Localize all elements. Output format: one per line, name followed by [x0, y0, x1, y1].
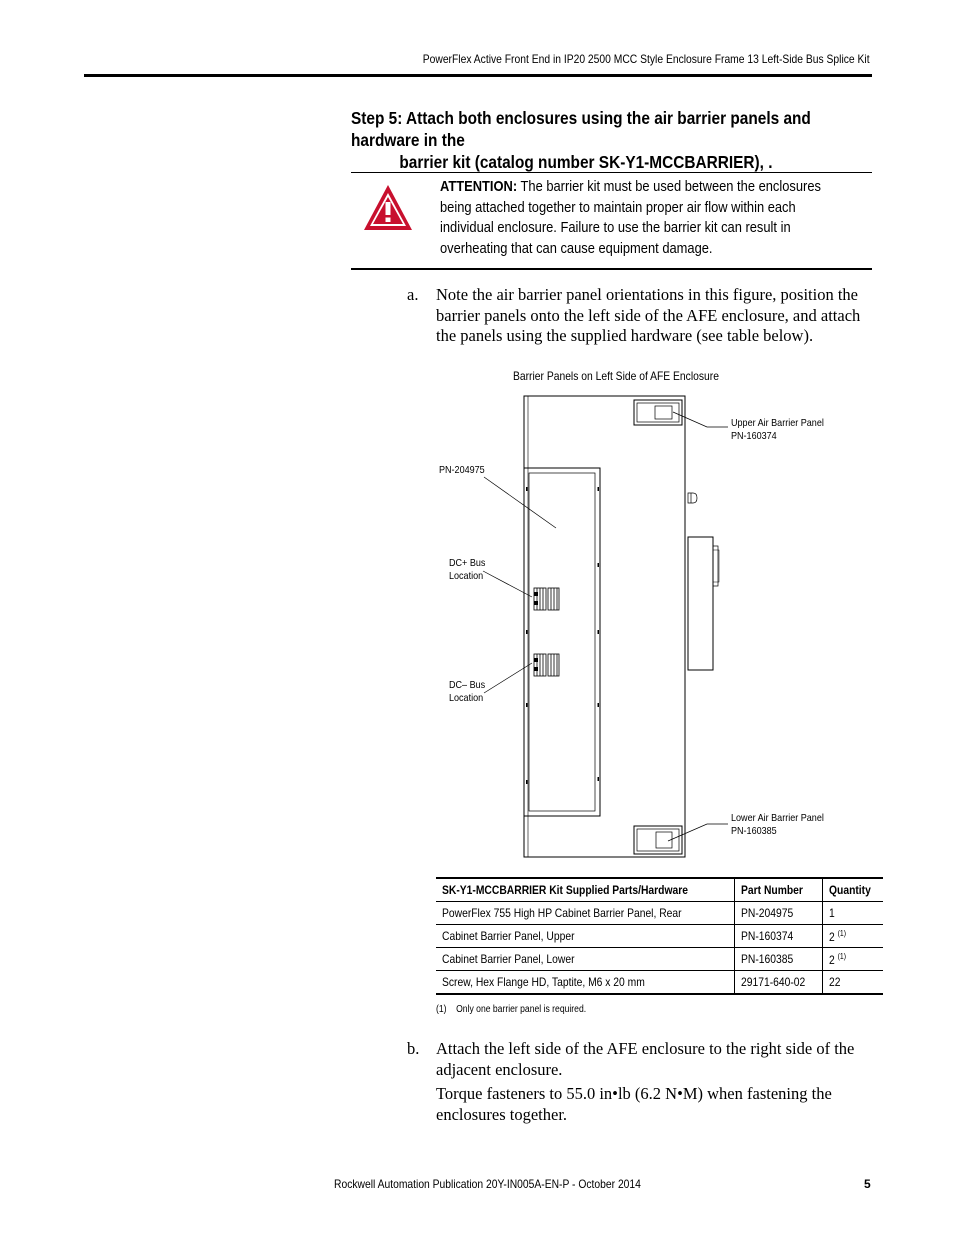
attention-label: ATTENTION: — [440, 178, 518, 195]
table-cell-part: Cabinet Barrier Panel, Lower — [436, 948, 735, 971]
footnote-marker: (1) — [436, 1004, 447, 1015]
callout-dc-minus — [449, 679, 485, 704]
step-heading-line-2: barrier kit (catalog number SK-Y1-MCCBARRIER), . — [399, 152, 773, 172]
table-cell-pn: 29171-640-02 — [735, 971, 823, 995]
callout-rear-panel-pn: PN-204975 — [439, 464, 485, 476]
table-row — [436, 925, 883, 948]
footer-publication: Rockwell Automation Publication 20Y-IN005A-EN-P - October 2014 — [334, 1177, 641, 1191]
table-footnote — [436, 1004, 586, 1015]
callout-lower-panel-pn: PN-160385 — [731, 824, 777, 837]
footnote-ref: (1) — [837, 951, 846, 961]
running-header: PowerFlex Active Front End in IP20 2500 MCC Style Enclosure Frame 13 Left-Side Bus Splice Kit — [423, 52, 870, 66]
parts-table — [436, 877, 883, 995]
enclosure-door-hardware — [688, 493, 719, 670]
table-header-quantity: Quantity — [822, 878, 883, 902]
callout-lower-panel — [731, 812, 824, 837]
footnote-ref: (1) — [837, 928, 846, 938]
step-heading-line-1: Step 5: Attach both enclosures using the air barrier panels and hardware in the — [351, 108, 811, 150]
item-a-letter: a. — [407, 285, 419, 304]
table-cell-part: PowerFlex 755 High HP Cabinet Barrier Panel, Rear — [436, 902, 735, 925]
callout-dc-plus-line-1: DC+ Bus — [449, 557, 486, 569]
lower-air-barrier-panel — [634, 826, 682, 854]
dc-minus-bus — [534, 654, 559, 676]
enclosure-side-outline — [524, 396, 685, 857]
table-cell-qty: 2 $^{(1)}$ — [822, 948, 883, 971]
item-b-text: Attach the left side of the AFE enclosure to the right side of the adjacent enclosure. — [436, 1039, 855, 1079]
item-b-letter: b. — [407, 1039, 420, 1058]
attention-text: The barrier kit must be used between the enclosures being attached together to maintain proper air flow within each individual enclosure. Failure to use the barrier kit can result in overheating that can cause equipment damage. — [440, 178, 821, 257]
table-row — [436, 971, 883, 995]
table-cell-pn: PN-160374 — [735, 925, 823, 948]
table-row — [436, 902, 883, 925]
table-row — [436, 948, 883, 971]
item-a-text: Note the air barrier panel orientations in this figure, position the barrier panels onto the left side of the AFE enclosure, and attach the panels using the supplied hardware (see table below). — [436, 285, 861, 345]
table-cell-qty: 1 — [822, 902, 883, 925]
table-cell-qty: 22 — [822, 971, 883, 995]
callout-upper-panel-name: Upper Air Barrier Panel — [731, 417, 824, 429]
rear-barrier-panel — [524, 468, 600, 816]
table-cell-qty: 2 $^{(1)}$ — [822, 925, 883, 948]
callout-dc-plus — [449, 557, 485, 582]
table-cell-pn: PN-160385 — [735, 948, 823, 971]
callout-lower-panel-name: Lower Air Barrier Panel — [731, 812, 824, 824]
table-cell-part: Screw, Hex Flange HD, Taptite, M6 x 20 mm — [436, 971, 735, 995]
footnote-text: Only one barrier panel is required. — [456, 1004, 587, 1015]
callout-dc-minus-line-2: Location — [449, 691, 484, 704]
table-header-parts: SK-Y1-MCCBARRIER Kit Supplied Parts/Hardware — [436, 878, 735, 902]
callout-dc-plus-line-2: Location — [449, 569, 484, 582]
table-cell-part: Cabinet Barrier Panel, Upper — [436, 925, 735, 948]
figure-caption: Barrier Panels on Left Side of AFE Enclosure — [513, 369, 719, 383]
page-number: 5 — [864, 1177, 871, 1191]
table-cell-pn: PN-204975 — [735, 902, 823, 925]
callout-dc-minus-line-1: DC– Bus — [449, 679, 486, 691]
table-header-row — [436, 878, 883, 902]
item-b-torque: Torque fasteners to 55.0 in•lb (6.2 N•M) when fastening the enclosures together. — [436, 1084, 832, 1124]
callout-upper-panel-pn: PN-160374 — [731, 429, 777, 442]
callout-upper-panel — [731, 417, 824, 442]
dc-plus-bus — [534, 588, 559, 610]
table-header-part-number: Part Number — [735, 878, 823, 902]
